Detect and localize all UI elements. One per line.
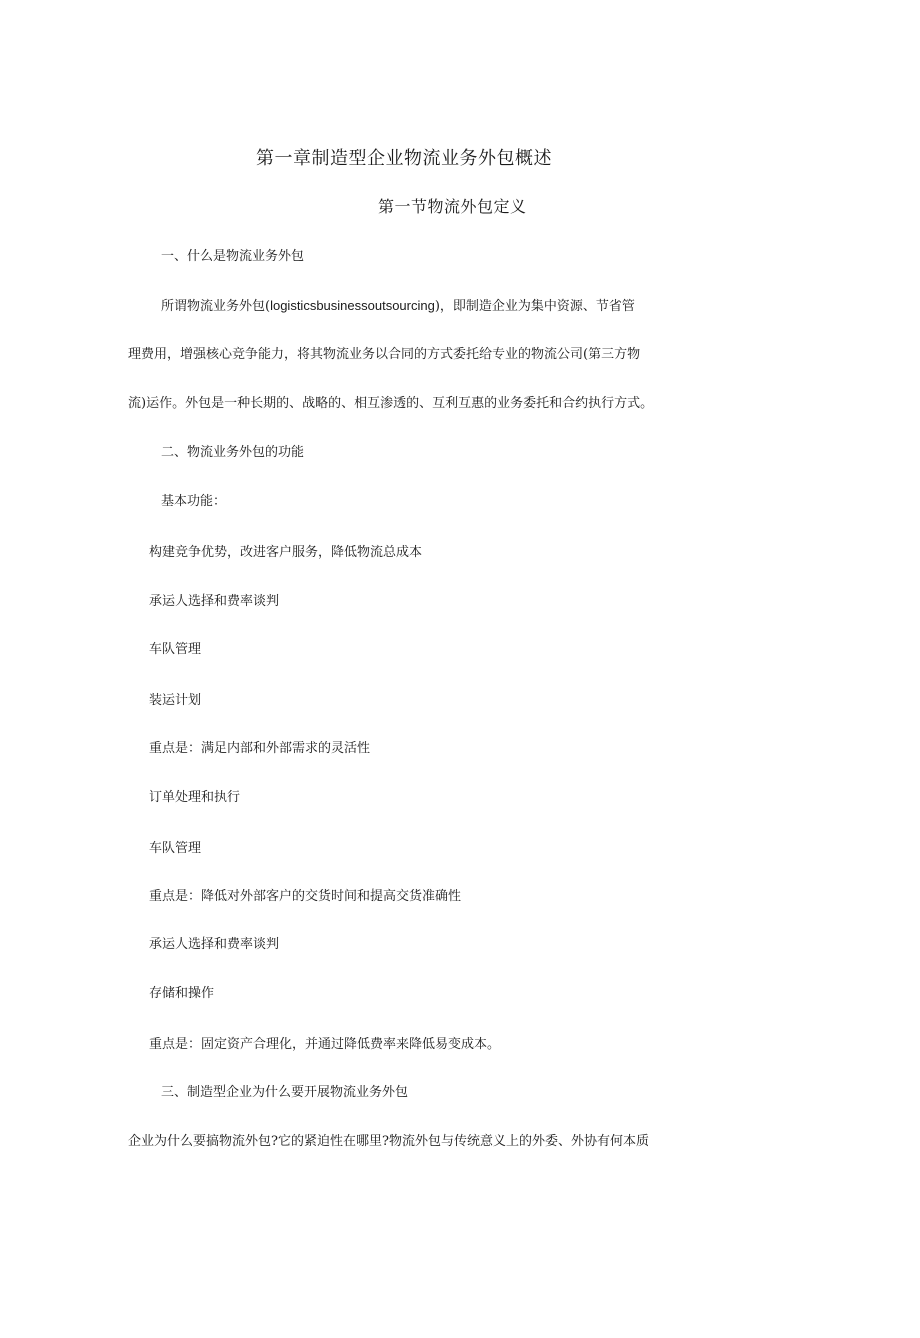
list-item: 重点是：满足内部和外部需求的灵活性 (149, 741, 371, 756)
list-item: 重点是：降低对外部客户的交货时间和提高交货准确性 (149, 889, 462, 904)
paragraph-definition-line-3: 流)运作。外包是一种长期的、战略的、相互渗透的、互利互惠的业务委托和合约执行方式。 (128, 396, 654, 411)
list-item: 车队管理 (149, 642, 202, 657)
list-item: 装运计划 (149, 693, 202, 708)
list-item: 订单处理和执行 (149, 790, 241, 805)
heading-functions: 二、物流业务外包的功能 (161, 445, 305, 460)
paragraph-definition-line-1 (161, 297, 635, 316)
english-term: logisticsbusinessoutsourcing (270, 298, 435, 313)
paragraph-text: )，即制造企业为集中资源、节省管 (434, 299, 635, 314)
section-title: 第一节物流外包定义 (378, 197, 527, 216)
paragraph-definition-line-2: 理费用，增强核心竞争能力，将其物流业务以合同的方式委托给专业的物流公司(第三方物 (128, 347, 641, 362)
list-item: 存储和操作 (149, 986, 215, 1001)
list-item: 重点是：固定资产合理化，并通过降低费率来降低易变成本。 (149, 1037, 501, 1052)
paragraph-why-outsource: 企业为什么要搞物流外包?它的紧迫性在哪里?物流外包与传统意义上的外委、外协有何本质 (128, 1134, 649, 1149)
chapter-title: 第一章制造型企业物流业务外包概述 (256, 148, 552, 169)
list-item: 车队管理 (149, 841, 202, 856)
basic-functions-label: 基本功能： (161, 494, 227, 509)
heading-what-is-outsourcing: 一、什么是物流业务外包 (161, 249, 305, 264)
paragraph-text: 所谓物流业务外包( (161, 299, 271, 314)
list-item: 承运人选择和费率谈判 (149, 937, 280, 952)
list-item: 构建竞争优势，改进客户服务，降低物流总成本 (149, 545, 423, 560)
heading-why-outsource: 三、制造型企业为什么要开展物流业务外包 (161, 1085, 409, 1100)
list-item: 承运人选择和费率谈判 (149, 594, 280, 609)
